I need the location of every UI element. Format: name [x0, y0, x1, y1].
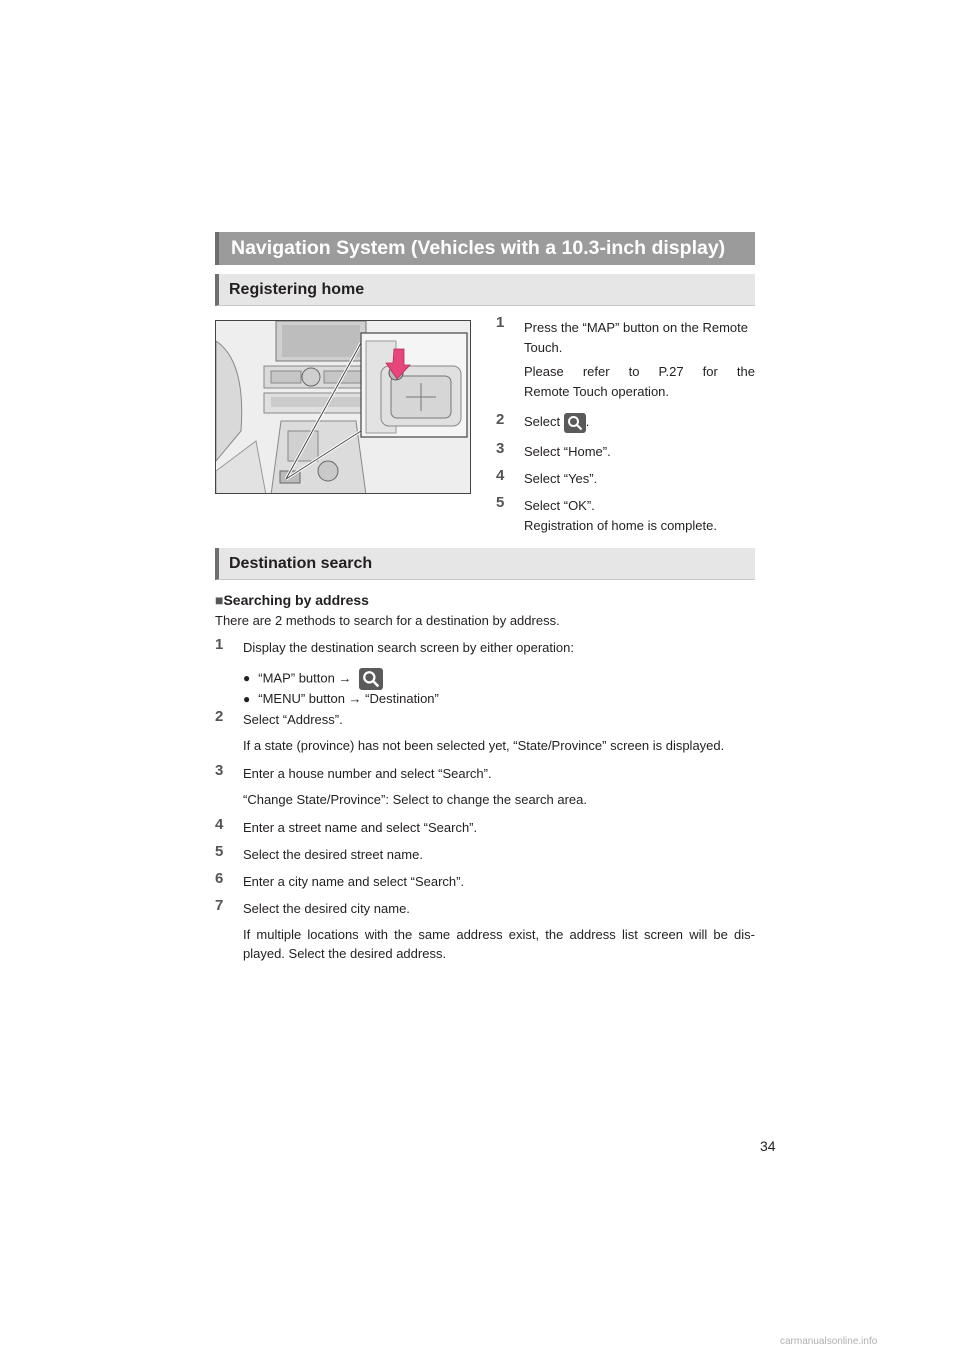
dest-step-7-number: 7 — [215, 897, 224, 914]
dest-step-2: Select “Address”. — [243, 712, 343, 727]
reg-step-5 — [524, 496, 717, 536]
reg-step-2 — [524, 412, 589, 433]
dest-step-7-note-line2: played. Select the desired address. — [243, 946, 447, 961]
section-heading-registering-home: Registering home — [215, 274, 755, 306]
reg-step-5-number: 5 — [496, 494, 505, 511]
dest-step-5: Select the desired street name. — [243, 847, 423, 862]
intro-text: There are 2 methods to search for a destination by address. — [215, 613, 560, 628]
reg-step-1-line1: Press the “MAP” button on the Remote — [524, 320, 748, 335]
subheading-searching-by-address — [215, 590, 369, 610]
dest-step-3-number: 3 — [215, 762, 224, 779]
reg-step-2-period: . — [585, 414, 590, 429]
reg-note-line1: Please refer to P.27 for the — [524, 364, 755, 379]
dest-step-2-number: 2 — [215, 708, 224, 725]
page-title: Navigation System (Vehicles with a 10.3-inch display) — [215, 232, 755, 265]
dest-step-6-number: 6 — [215, 870, 224, 887]
bullet-1 — [243, 668, 383, 690]
reg-step-1 — [524, 318, 755, 358]
dest-step-4-number: 4 — [215, 816, 224, 833]
reg-step-2-text: Select — [524, 414, 561, 429]
reg-note-line2: Remote Touch operation. — [524, 384, 670, 399]
search-icon — [564, 413, 586, 433]
subheading-marker: ■ — [215, 592, 224, 608]
bullet-1-text: “MAP” button → — [258, 670, 352, 686]
bullet-2 — [243, 689, 439, 709]
reg-step-3-number: 3 — [496, 440, 505, 457]
reg-step-3: Select “Home”. — [524, 444, 611, 459]
dest-step-6: Enter a city name and select “Search”. — [243, 874, 465, 889]
dest-step-7-note-line1: If multiple locations with the same address exist, the address list screen will be dis- — [243, 927, 755, 942]
section-heading-destination-search: Destination search — [215, 548, 755, 580]
page-number: 34 — [760, 1138, 776, 1154]
reg-step-1-note — [524, 362, 755, 402]
reg-step-4-number: 4 — [496, 467, 505, 484]
dest-step-1-number: 1 — [215, 636, 224, 653]
reg-step-4: Select “Yes”. — [524, 471, 598, 486]
footer-watermark: carmanualsonline.info — [780, 1336, 878, 1347]
bullet-1-marker: ● — [243, 671, 251, 686]
dest-step-5-number: 5 — [215, 843, 224, 860]
bullet-2-text: “MENU” button → “Destination” — [258, 691, 439, 706]
dest-step-1: Display the destination search screen by either operation: — [243, 640, 574, 655]
dest-step-3-note: “Change State/Province”: Select to change the search area. — [243, 792, 587, 807]
dashboard-illustration — [215, 320, 471, 494]
reg-step-1-number: 1 — [496, 314, 505, 331]
reg-step-5-note: Registration of home is complete. — [524, 518, 717, 533]
console-drawing — [216, 321, 471, 494]
dest-step-3: Enter a house number and select “Search”. — [243, 766, 492, 781]
dest-step-7: Select the desired city name. — [243, 901, 410, 916]
dest-step-4: Enter a street name and select “Search”. — [243, 820, 478, 835]
reg-step-1-line2: Touch. — [524, 340, 563, 355]
bullet-2-marker: ● — [243, 692, 251, 706]
dest-step-7-note — [243, 925, 755, 963]
search-icon — [359, 668, 383, 690]
reg-step-5-text: Select “OK”. — [524, 498, 595, 513]
dest-step-2-note: If a state (province) has not been selected yet, “State/Province” screen is displayed. — [243, 738, 725, 753]
reg-step-2-number: 2 — [496, 411, 505, 428]
subheading-text: Searching by address — [223, 592, 369, 608]
